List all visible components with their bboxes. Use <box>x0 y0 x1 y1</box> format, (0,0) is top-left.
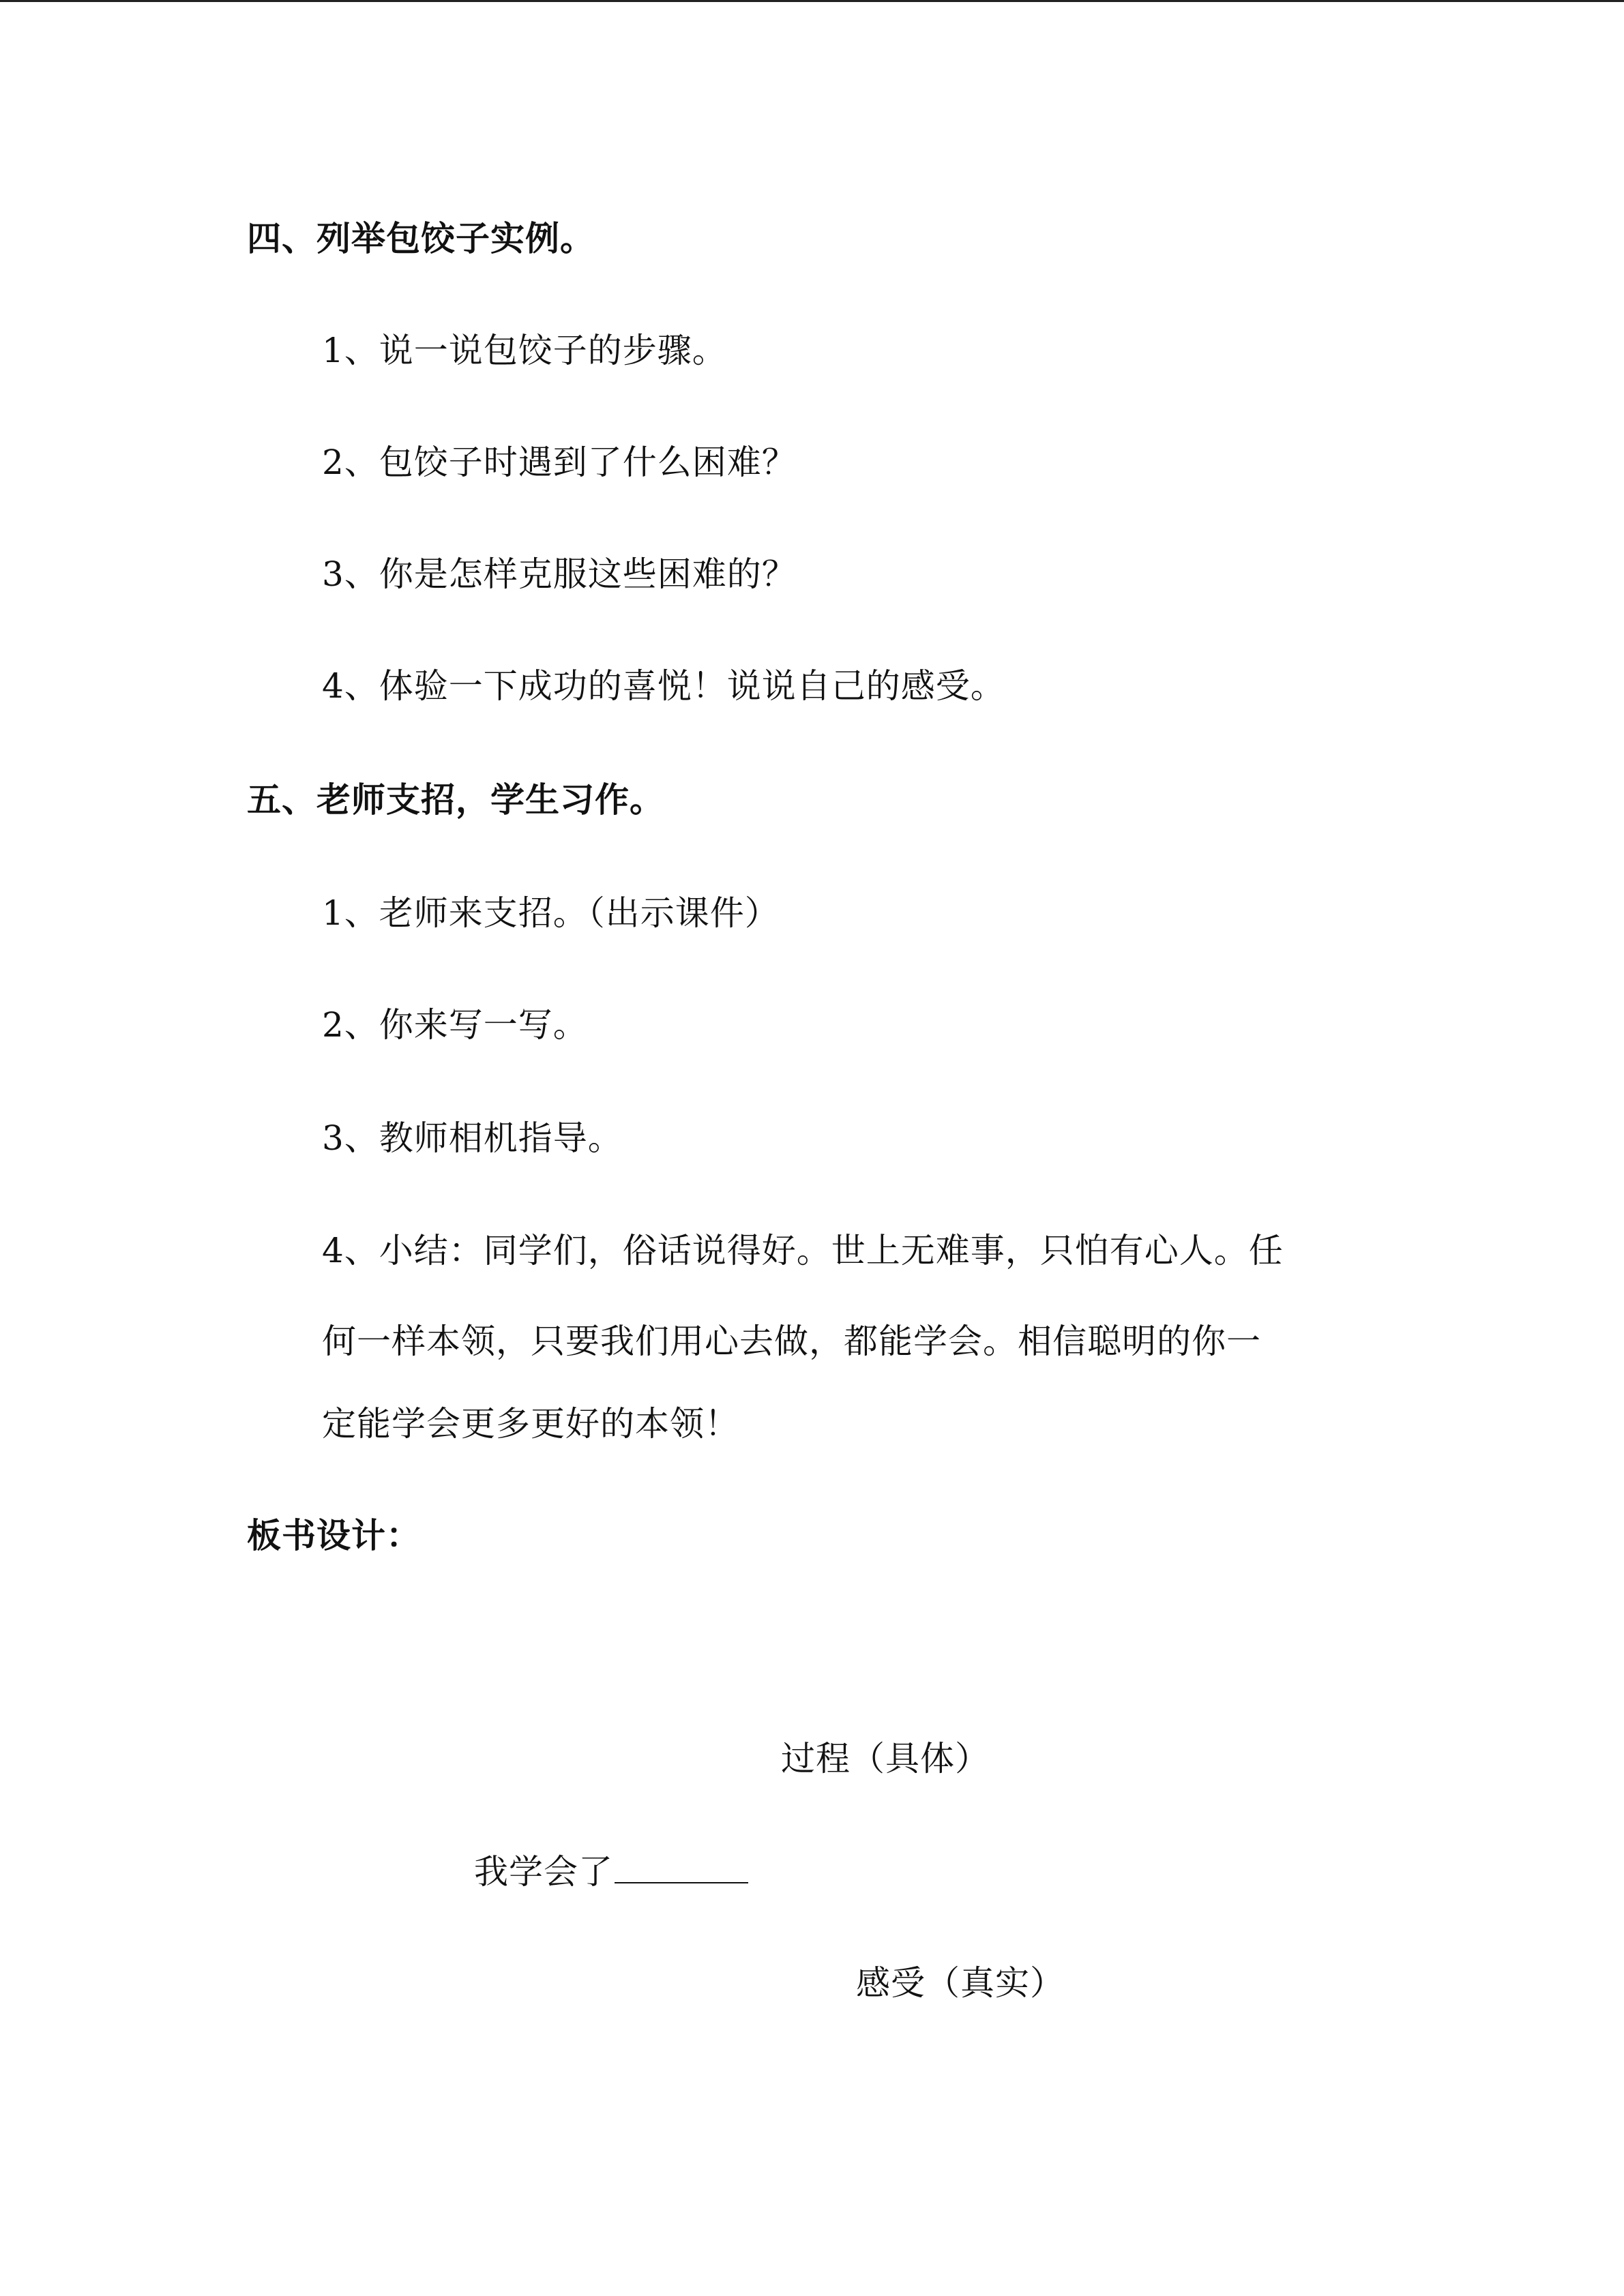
section-4-item-3: 3、你是怎样克服这些困难的？ <box>322 554 797 594</box>
page-top-border <box>0 0 1624 2</box>
section-4-item-2: 2、包饺子时遇到了什么困难？ <box>322 443 797 482</box>
board-main-label: 我学会了 <box>474 1852 613 1892</box>
board-feeling-label: 感受（真实） <box>856 1963 1065 2003</box>
section-4-item-4: 4、体验一下成功的喜悦！说说自己的感受。 <box>322 666 1005 706</box>
board-process-label: 过程（具体） <box>781 1739 990 1778</box>
board-main-line <box>474 1851 748 1892</box>
section-5-item-1: 1、老师来支招。（出示课件） <box>322 893 780 933</box>
section-5-summary-line-3: 定能学会更多更好的本领！ <box>322 1404 739 1444</box>
section-5-item-2: 2、你来写一写。 <box>322 1005 588 1045</box>
section-4-heading: 四、列举包饺子实例。 <box>247 219 595 258</box>
section-4-item-1: 1、说一说包饺子的步骤。 <box>322 331 727 370</box>
section-5-item-3: 3、教师相机指导。 <box>322 1118 623 1158</box>
section-5-heading: 五、老师支招，学生习作。 <box>247 780 664 820</box>
board-design-heading: 板书设计： <box>247 1516 421 1555</box>
section-5-summary-line-2: 何一样本领，只要我们用心去做，都能学会。相信聪明的你一 <box>322 1322 1261 1361</box>
section-5-summary-line-1: 4、小结：同学们，俗话说得好。世上无难事，只怕有心人。任 <box>322 1231 1284 1270</box>
fill-in-blank <box>615 1852 748 1883</box>
